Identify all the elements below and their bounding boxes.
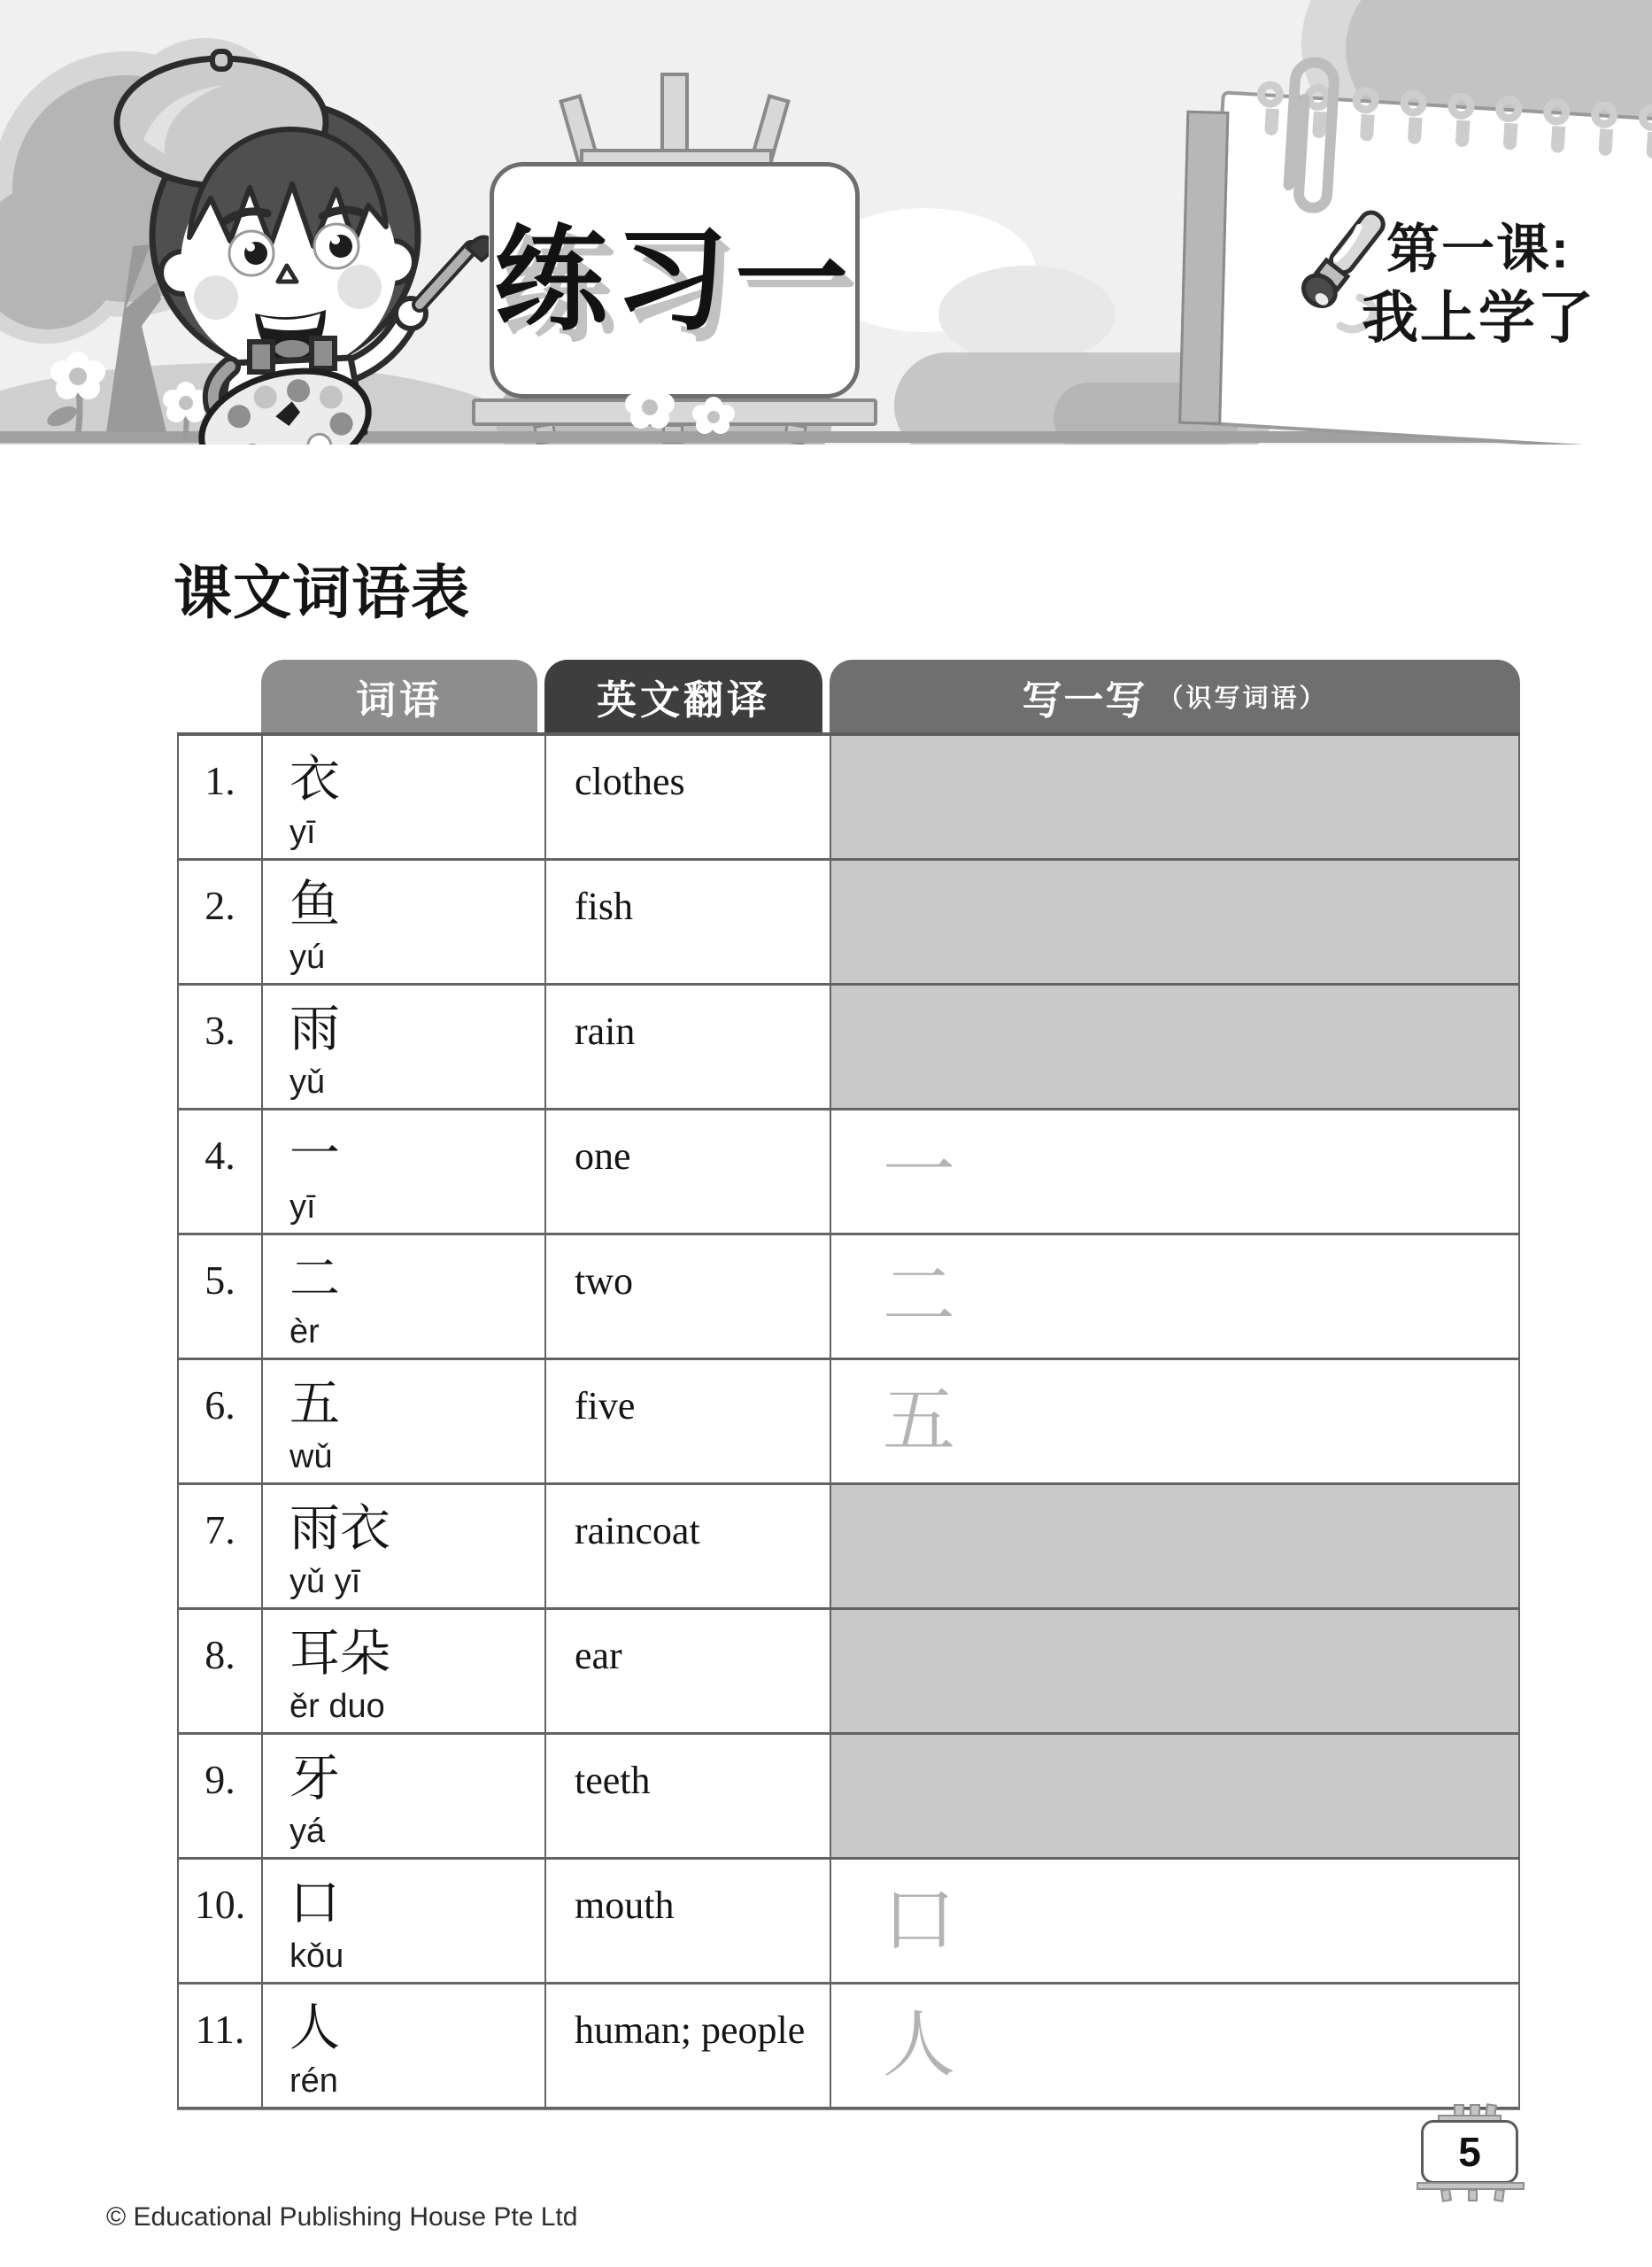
table-row — [177, 1735, 1520, 1860]
vocab-table-body — [177, 732, 1520, 2110]
word-hanzi: 耳朵 — [289, 1624, 390, 1683]
page-number: 5 — [1421, 2120, 1518, 2184]
badge-leg — [1468, 2189, 1478, 2201]
vocab-table — [177, 660, 1520, 2110]
easel-canvas — [490, 162, 860, 398]
binding-hole-icon — [1447, 92, 1476, 120]
easel-peg — [660, 73, 689, 156]
write-cell — [830, 1110, 1520, 1233]
vocab-table-header — [177, 660, 1520, 732]
boy-painter-illustration — [0, 16, 489, 445]
badge-leg — [1440, 2188, 1452, 2201]
page-title: 练习一 — [494, 216, 856, 344]
word-pinyin: yǔ yī — [289, 1562, 361, 1600]
section-title: 课文词语表 — [174, 560, 470, 625]
word-cell — [261, 1485, 544, 1607]
word-cell — [261, 986, 544, 1108]
table-row — [177, 1860, 1520, 1985]
english-translation: five — [544, 1360, 830, 1482]
trace-character: 一 — [883, 1129, 956, 1213]
copyright-text: © Educational Publishing House Pte Ltd — [106, 2202, 578, 2232]
word-hanzi: 鱼 — [289, 875, 340, 933]
word-pinyin: èr — [289, 1312, 320, 1350]
word-hanzi: 人 — [289, 1999, 340, 2057]
table-row — [177, 1485, 1520, 1610]
table-row — [177, 1985, 1520, 2109]
english-translation: two — [544, 1235, 830, 1358]
word-cell — [261, 1360, 544, 1482]
english-translation: mouth — [544, 1860, 830, 1982]
binding-hole-icon — [1590, 101, 1618, 129]
paperclip-icon — [1261, 43, 1359, 216]
word-hanzi: 二 — [289, 1250, 340, 1308]
trace-character: 二 — [883, 1254, 956, 1338]
word-cell — [261, 1860, 544, 1982]
write-cell — [830, 1735, 1520, 1857]
word-hanzi: 牙 — [289, 1749, 340, 1807]
row-number: 11. — [177, 1985, 261, 2107]
word-pinyin: yǔ — [289, 1063, 326, 1101]
english-translation: rain — [544, 986, 830, 1108]
word-hanzi: 雨衣 — [289, 1499, 390, 1558]
write-cell — [830, 736, 1520, 858]
column-header-word: 词语 — [261, 660, 537, 732]
row-number: 9. — [177, 1735, 261, 1857]
row-number: 3. — [177, 986, 261, 1108]
binding-hole-icon — [1542, 97, 1571, 126]
table-row — [177, 986, 1520, 1110]
header-spacer — [177, 660, 261, 732]
word-cell — [261, 736, 544, 858]
word-cell — [261, 861, 544, 983]
word-pinyin: ěr duo — [289, 1687, 385, 1725]
word-cell — [261, 1985, 544, 2107]
english-translation: one — [544, 1110, 830, 1233]
page-number-badge — [1417, 2104, 1525, 2196]
word-hanzi: 一 — [289, 1125, 340, 1183]
word-cell — [261, 1235, 544, 1358]
write-cell — [830, 1235, 1520, 1358]
word-pinyin: yī — [289, 1188, 316, 1226]
column-header-write — [830, 660, 1520, 732]
word-cell — [261, 1735, 544, 1857]
header-illustration — [0, 0, 1652, 445]
row-number: 7. — [177, 1485, 261, 1607]
word-pinyin: kǒu — [289, 1937, 344, 1975]
flower-icon — [44, 352, 105, 432]
trace-character: 五 — [883, 1379, 956, 1463]
write-cell — [830, 1860, 1520, 1982]
row-number: 2. — [177, 861, 261, 983]
write-cell — [830, 1485, 1520, 1607]
word-hanzi: 五 — [289, 1374, 340, 1433]
table-row — [177, 1110, 1520, 1235]
trace-character: 口 — [883, 1878, 956, 1962]
row-number: 10. — [177, 1860, 261, 1982]
word-pinyin: yī — [289, 813, 316, 851]
english-translation: teeth — [544, 1735, 830, 1857]
lesson-title: 我上学了 — [1362, 286, 1595, 350]
column-header-english: 英文翻译 — [544, 660, 822, 732]
table-row — [177, 1235, 1520, 1360]
boy-figure — [117, 51, 489, 445]
word-pinyin: yá — [289, 1812, 326, 1850]
write-cell — [830, 1610, 1520, 1732]
table-row — [177, 861, 1520, 986]
word-pinyin: wǔ — [289, 1437, 333, 1475]
row-number: 6. — [177, 1360, 261, 1482]
table-row — [177, 1610, 1520, 1735]
write-label: 写一写 — [1022, 677, 1147, 723]
write-cell — [830, 1985, 1520, 2107]
table-row — [177, 736, 1520, 861]
word-hanzi: 衣 — [289, 750, 340, 809]
binding-hole-icon — [1494, 95, 1523, 123]
word-pinyin: rén — [289, 2062, 338, 2100]
trace-character: 人 — [883, 2003, 956, 2087]
english-translation: raincoat — [544, 1485, 830, 1607]
badge-leg — [1494, 2188, 1505, 2201]
row-number: 5. — [177, 1235, 261, 1358]
lesson-label — [1332, 216, 1625, 353]
write-cell — [830, 986, 1520, 1108]
english-translation: ear — [544, 1610, 830, 1732]
english-translation: fish — [544, 861, 830, 983]
english-translation: human; people — [544, 1985, 830, 2107]
cloud-shape — [938, 266, 1115, 363]
word-hanzi: 口 — [289, 1874, 340, 1932]
flower-icon — [609, 370, 768, 445]
english-translation: clothes — [544, 736, 830, 858]
word-pinyin: yú — [289, 938, 326, 976]
table-row — [177, 1360, 1520, 1485]
row-number: 4. — [177, 1110, 261, 1233]
row-number: 1. — [177, 736, 261, 858]
row-number: 8. — [177, 1610, 261, 1732]
word-cell — [261, 1610, 544, 1732]
binding-hole-icon — [1400, 89, 1428, 118]
write-note: （识写词语） — [1157, 684, 1328, 713]
word-hanzi: 雨 — [289, 1000, 340, 1058]
write-cell — [830, 1360, 1520, 1482]
lesson-number: 第一课: — [1386, 220, 1571, 279]
write-cell — [830, 861, 1520, 983]
word-cell — [261, 1110, 544, 1233]
